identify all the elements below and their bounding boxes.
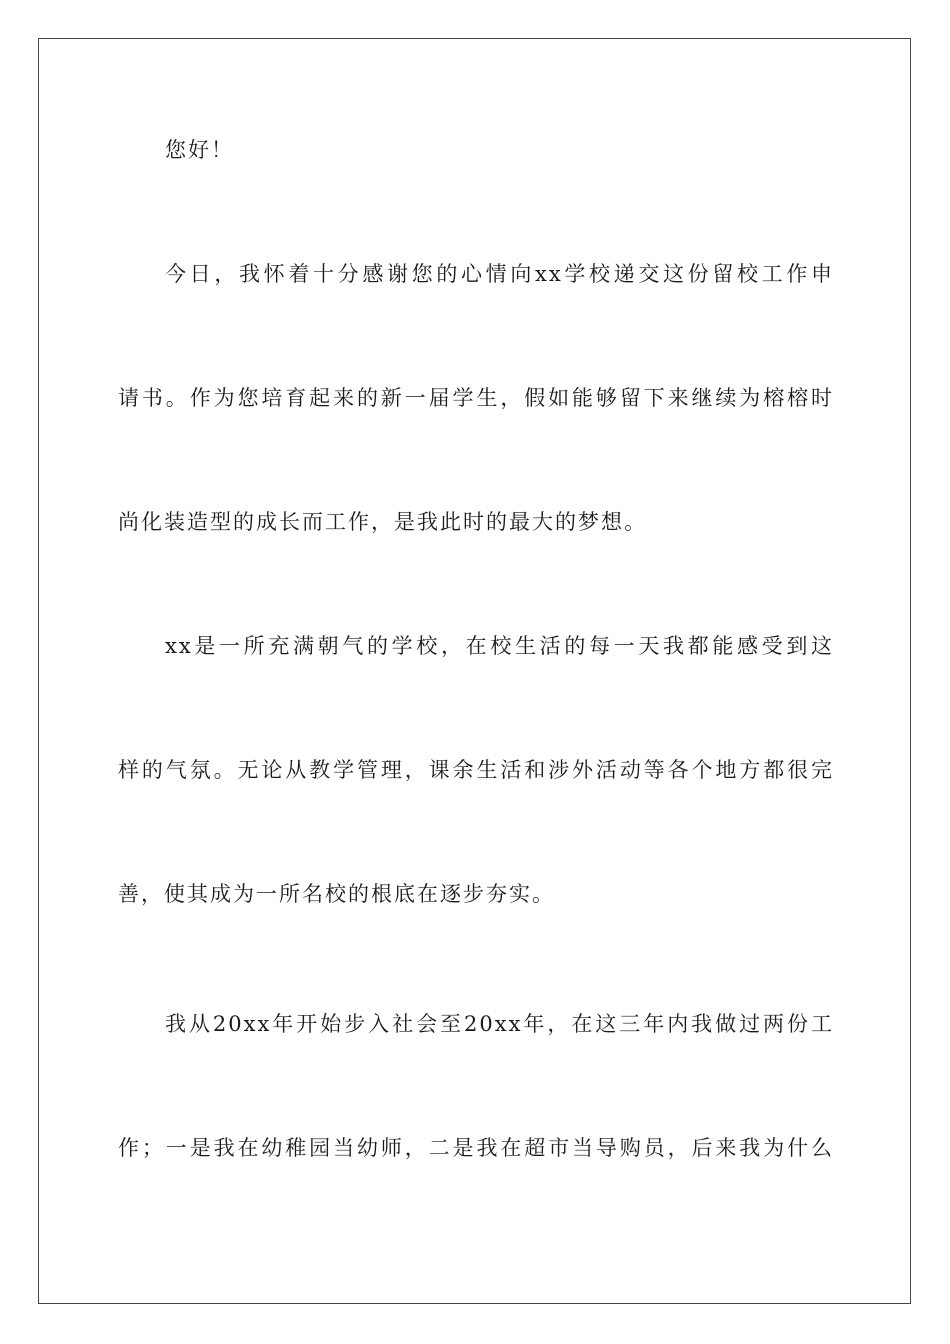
paragraph-3-line-1: 我从20xx年开始步入社会至20xx年，在这三年内我做过两份工 xyxy=(165,1012,834,1036)
greeting-line: 您好！ xyxy=(165,138,234,162)
paragraph-1-line-3: 尚化装造型的成长而工作，是我此时的最大的梦想。 xyxy=(118,510,647,534)
page-border xyxy=(38,38,911,1304)
paragraph-1-line-2: 请书。作为您培育起来的新一届学生，假如能够留下来继续为榕榕时 xyxy=(118,386,834,410)
paragraph-2-line-1: xx是一所充满朝气的学校，在校生活的每一天我都能感受到这 xyxy=(165,634,834,658)
paragraph-2-line-3: 善，使其成为一所名校的根底在逐步夯实。 xyxy=(118,882,555,906)
paragraph-3-line-2: 作；一是我在幼稚园当幼师，二是我在超市当导购员，后来我为什么 xyxy=(118,1136,834,1160)
paragraph-1-line-1: 今日，我怀着十分感谢您的心情向xx学校递交这份留校工作申 xyxy=(165,262,834,286)
paragraph-2-line-2: 样的气氛。无论从教学管理，课余生活和涉外活动等各个地方都很完 xyxy=(118,758,834,782)
